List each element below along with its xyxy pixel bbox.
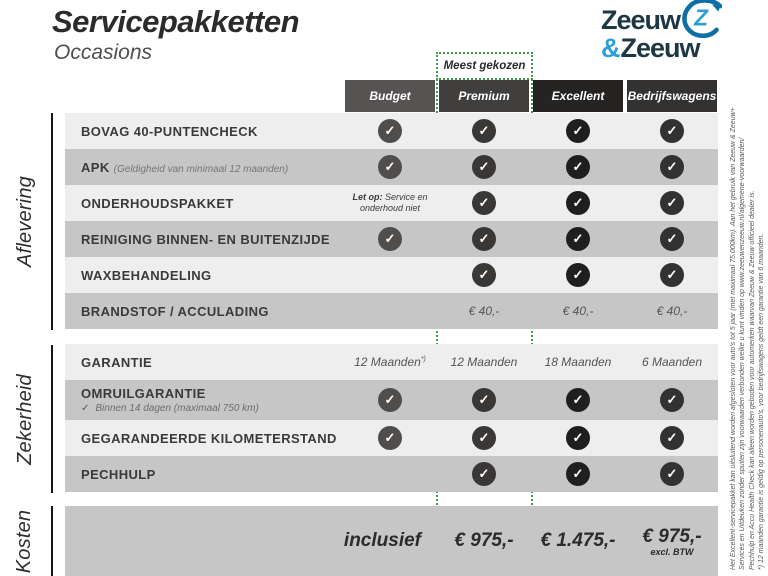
check-icon: ✓ (472, 388, 496, 412)
table-row (65, 344, 718, 380)
fineprint-line: Het Excellent-servicepakket kan uitsluitend worden afgesloten voor auto's tot 5 jaar (met maximaal 75.000km). Aan het gebruik van Zeeuw & Zeeuw+ (730, 107, 737, 570)
check-icon: ✓ (566, 119, 590, 143)
row-label: GEGARANDEERDE KILOMETERSTAND (81, 430, 337, 446)
check-icon: ✓ (472, 426, 496, 450)
check-icon: ✓ (472, 227, 496, 251)
table-row (65, 293, 718, 329)
row-label: APK (Geldigheid van minimaal 12 maanden) (81, 159, 289, 175)
check-icon: ✓ (660, 227, 684, 251)
check-icon: ✓ (472, 119, 496, 143)
fineprint-line: Services en Uitdeuken zonder spuiten zijn voorwaarden verbonden welke u kunt vinden op www.zeeuwenzeeuw.nl/algemene-voorwaarden/ (739, 137, 747, 570)
small-check-icon: ✓ (81, 403, 90, 414)
column-headers (345, 80, 717, 112)
row-subnote: ✓ Binnen 14 dagen (maximaal 750 km) (81, 403, 259, 414)
zeeuw-logo (601, 2, 722, 61)
cell (627, 263, 717, 287)
empty-cell (345, 263, 435, 287)
table-row (65, 221, 718, 257)
section-label-zekerheid (0, 345, 50, 493)
kosten-band (65, 506, 718, 576)
check-icon: ✓ (566, 263, 590, 287)
logo-ampersand: & (600, 33, 620, 63)
most-chosen-badge: Meest gekozen (436, 52, 533, 80)
logo-word-1: Zeeuw (600, 5, 680, 35)
cell-value (533, 304, 623, 318)
column-header-excellent: Excellent (533, 80, 623, 112)
check-icon: ✓ (472, 263, 496, 287)
cell (533, 191, 623, 215)
empty-cell (345, 462, 435, 486)
cell (345, 388, 435, 412)
table-rows (65, 113, 718, 576)
cell (627, 462, 717, 486)
check-icon: ✓ (566, 462, 590, 486)
cell (533, 155, 623, 179)
row-label: OMRUILGARANTIE ✓ Binnen 14 dagen (maximaal 750 km) (65, 386, 345, 414)
cell (627, 227, 717, 251)
price-note: excl. BTW (650, 546, 694, 557)
cell (439, 263, 529, 287)
empty-cell (345, 304, 435, 318)
title-block (52, 4, 299, 65)
row-label: ONDERHOUDSPAKKET (81, 195, 234, 211)
section-line (51, 345, 53, 493)
table-row (65, 113, 718, 149)
cell-text: 6 Maanden (641, 355, 703, 369)
row-label: WAXBEHANDELING (81, 267, 212, 283)
check-icon: ✓ (378, 119, 402, 143)
cell (533, 263, 623, 287)
price-text: € 1.475,- (540, 530, 616, 551)
section-label-aflevering (0, 113, 50, 330)
section-aflevering (65, 113, 718, 329)
check-icon: ✓ (566, 155, 590, 179)
check-icon: ✓ (566, 227, 590, 251)
page-title: Servicepakketten (52, 4, 300, 39)
section-label-text: Zekerheid (13, 373, 36, 465)
row-label: GARANTIE (81, 354, 153, 370)
column-header-bedrijfswagens: Bedrijfswagens (627, 80, 717, 112)
column-header-premium: Premium (439, 80, 529, 112)
svg-text:Z: Z (694, 4, 709, 31)
cell-text: € 40,- (468, 304, 500, 318)
cell-value (439, 304, 529, 318)
price-text: € 975,- (642, 525, 702, 547)
check-icon: ✓ (660, 388, 684, 412)
cell (627, 191, 717, 215)
row-label: PECHHULP (81, 466, 156, 482)
price-text: € 975,- (454, 530, 514, 551)
cell (533, 462, 623, 486)
cell (439, 462, 529, 486)
check-icon: ✓ (660, 191, 684, 215)
row-label: REINIGING BINNEN- EN BUITENZIJDE (81, 231, 330, 247)
table-row (65, 456, 718, 492)
check-icon: ✓ (378, 426, 402, 450)
check-icon: ✓ (660, 426, 684, 450)
cell-value (439, 355, 529, 369)
section-zekerheid (65, 344, 718, 492)
cell-text: 18 Maanden (544, 355, 612, 369)
cell (439, 227, 529, 251)
table-row (65, 420, 718, 456)
cell (533, 426, 623, 450)
check-icon: ✓ (660, 119, 684, 143)
check-icon: ✓ (660, 155, 684, 179)
table-row (65, 185, 718, 221)
cell-text: € 40,- (562, 304, 594, 318)
logo-word-2: Zeeuw (620, 33, 700, 63)
row-sublabel: (Geldigheid van minimaal 12 maanden) (113, 163, 289, 175)
kosten-price (439, 526, 529, 557)
kosten-price (627, 526, 717, 557)
fineprint-disclaimer (729, 8, 767, 570)
cell-note (345, 191, 435, 215)
kosten-price (533, 526, 623, 557)
check-icon: ✓ (378, 388, 402, 412)
check-icon: ✓ (566, 426, 590, 450)
column-header-budget: Budget (345, 80, 435, 112)
check-icon: ✓ (566, 191, 590, 215)
cell (533, 388, 623, 412)
cell-value (627, 304, 717, 318)
cell (627, 388, 717, 412)
cell-value (627, 355, 717, 369)
cell (439, 119, 529, 143)
row-label: BRANDSTOF / ACCULADING (81, 303, 269, 319)
table-row (65, 380, 718, 420)
cell (345, 155, 435, 179)
check-icon: ✓ (472, 155, 496, 179)
check-icon: ✓ (660, 462, 684, 486)
cell (345, 119, 435, 143)
cell-text: 12 Maanden (450, 355, 518, 369)
cell-value (345, 355, 435, 369)
check-icon: ✓ (378, 155, 402, 179)
section-label-kosten (0, 506, 50, 576)
section-label-text: Kosten (13, 509, 36, 573)
fineprint-line: *) 12 maanden garantie is geldig op personenauto's, voor bedrijfswagens geldt een garantie van 6 maanden. (758, 233, 766, 570)
check-icon: ✓ (472, 462, 496, 486)
page-subtitle: Occasions (54, 41, 153, 64)
cell (439, 155, 529, 179)
cell (627, 155, 717, 179)
row-label: BOVAG 40-PUNTENCHECK (81, 123, 258, 139)
check-icon: ✓ (472, 191, 496, 215)
cell-text: € 40,- (656, 304, 688, 318)
cell (627, 119, 717, 143)
cell (439, 191, 529, 215)
cell (533, 227, 623, 251)
check-icon: ✓ (660, 263, 684, 287)
table-row (65, 149, 718, 185)
table-row (65, 257, 718, 293)
section-line (51, 113, 53, 330)
cell-value (533, 355, 623, 369)
cell (345, 426, 435, 450)
check-icon: ✓ (566, 388, 590, 412)
fineprint-line: Pechhulp en Accu Health Check kan alleen worden geboden voor automerken waarvan Zeeuw & Zeeuw officieel dealer is. (748, 190, 756, 570)
section-label-text: Aflevering (13, 176, 36, 267)
cell (439, 426, 529, 450)
check-icon: ✓ (378, 227, 402, 251)
section-line (51, 506, 53, 576)
kosten-inclusief: inclusief (343, 530, 421, 551)
cell (627, 426, 717, 450)
cell (533, 119, 623, 143)
cell-text: 12 Maanden*) (354, 355, 426, 369)
cell (439, 388, 529, 412)
cell (345, 227, 435, 251)
note-text: Let op: Service en onderhoud niet (352, 192, 428, 213)
